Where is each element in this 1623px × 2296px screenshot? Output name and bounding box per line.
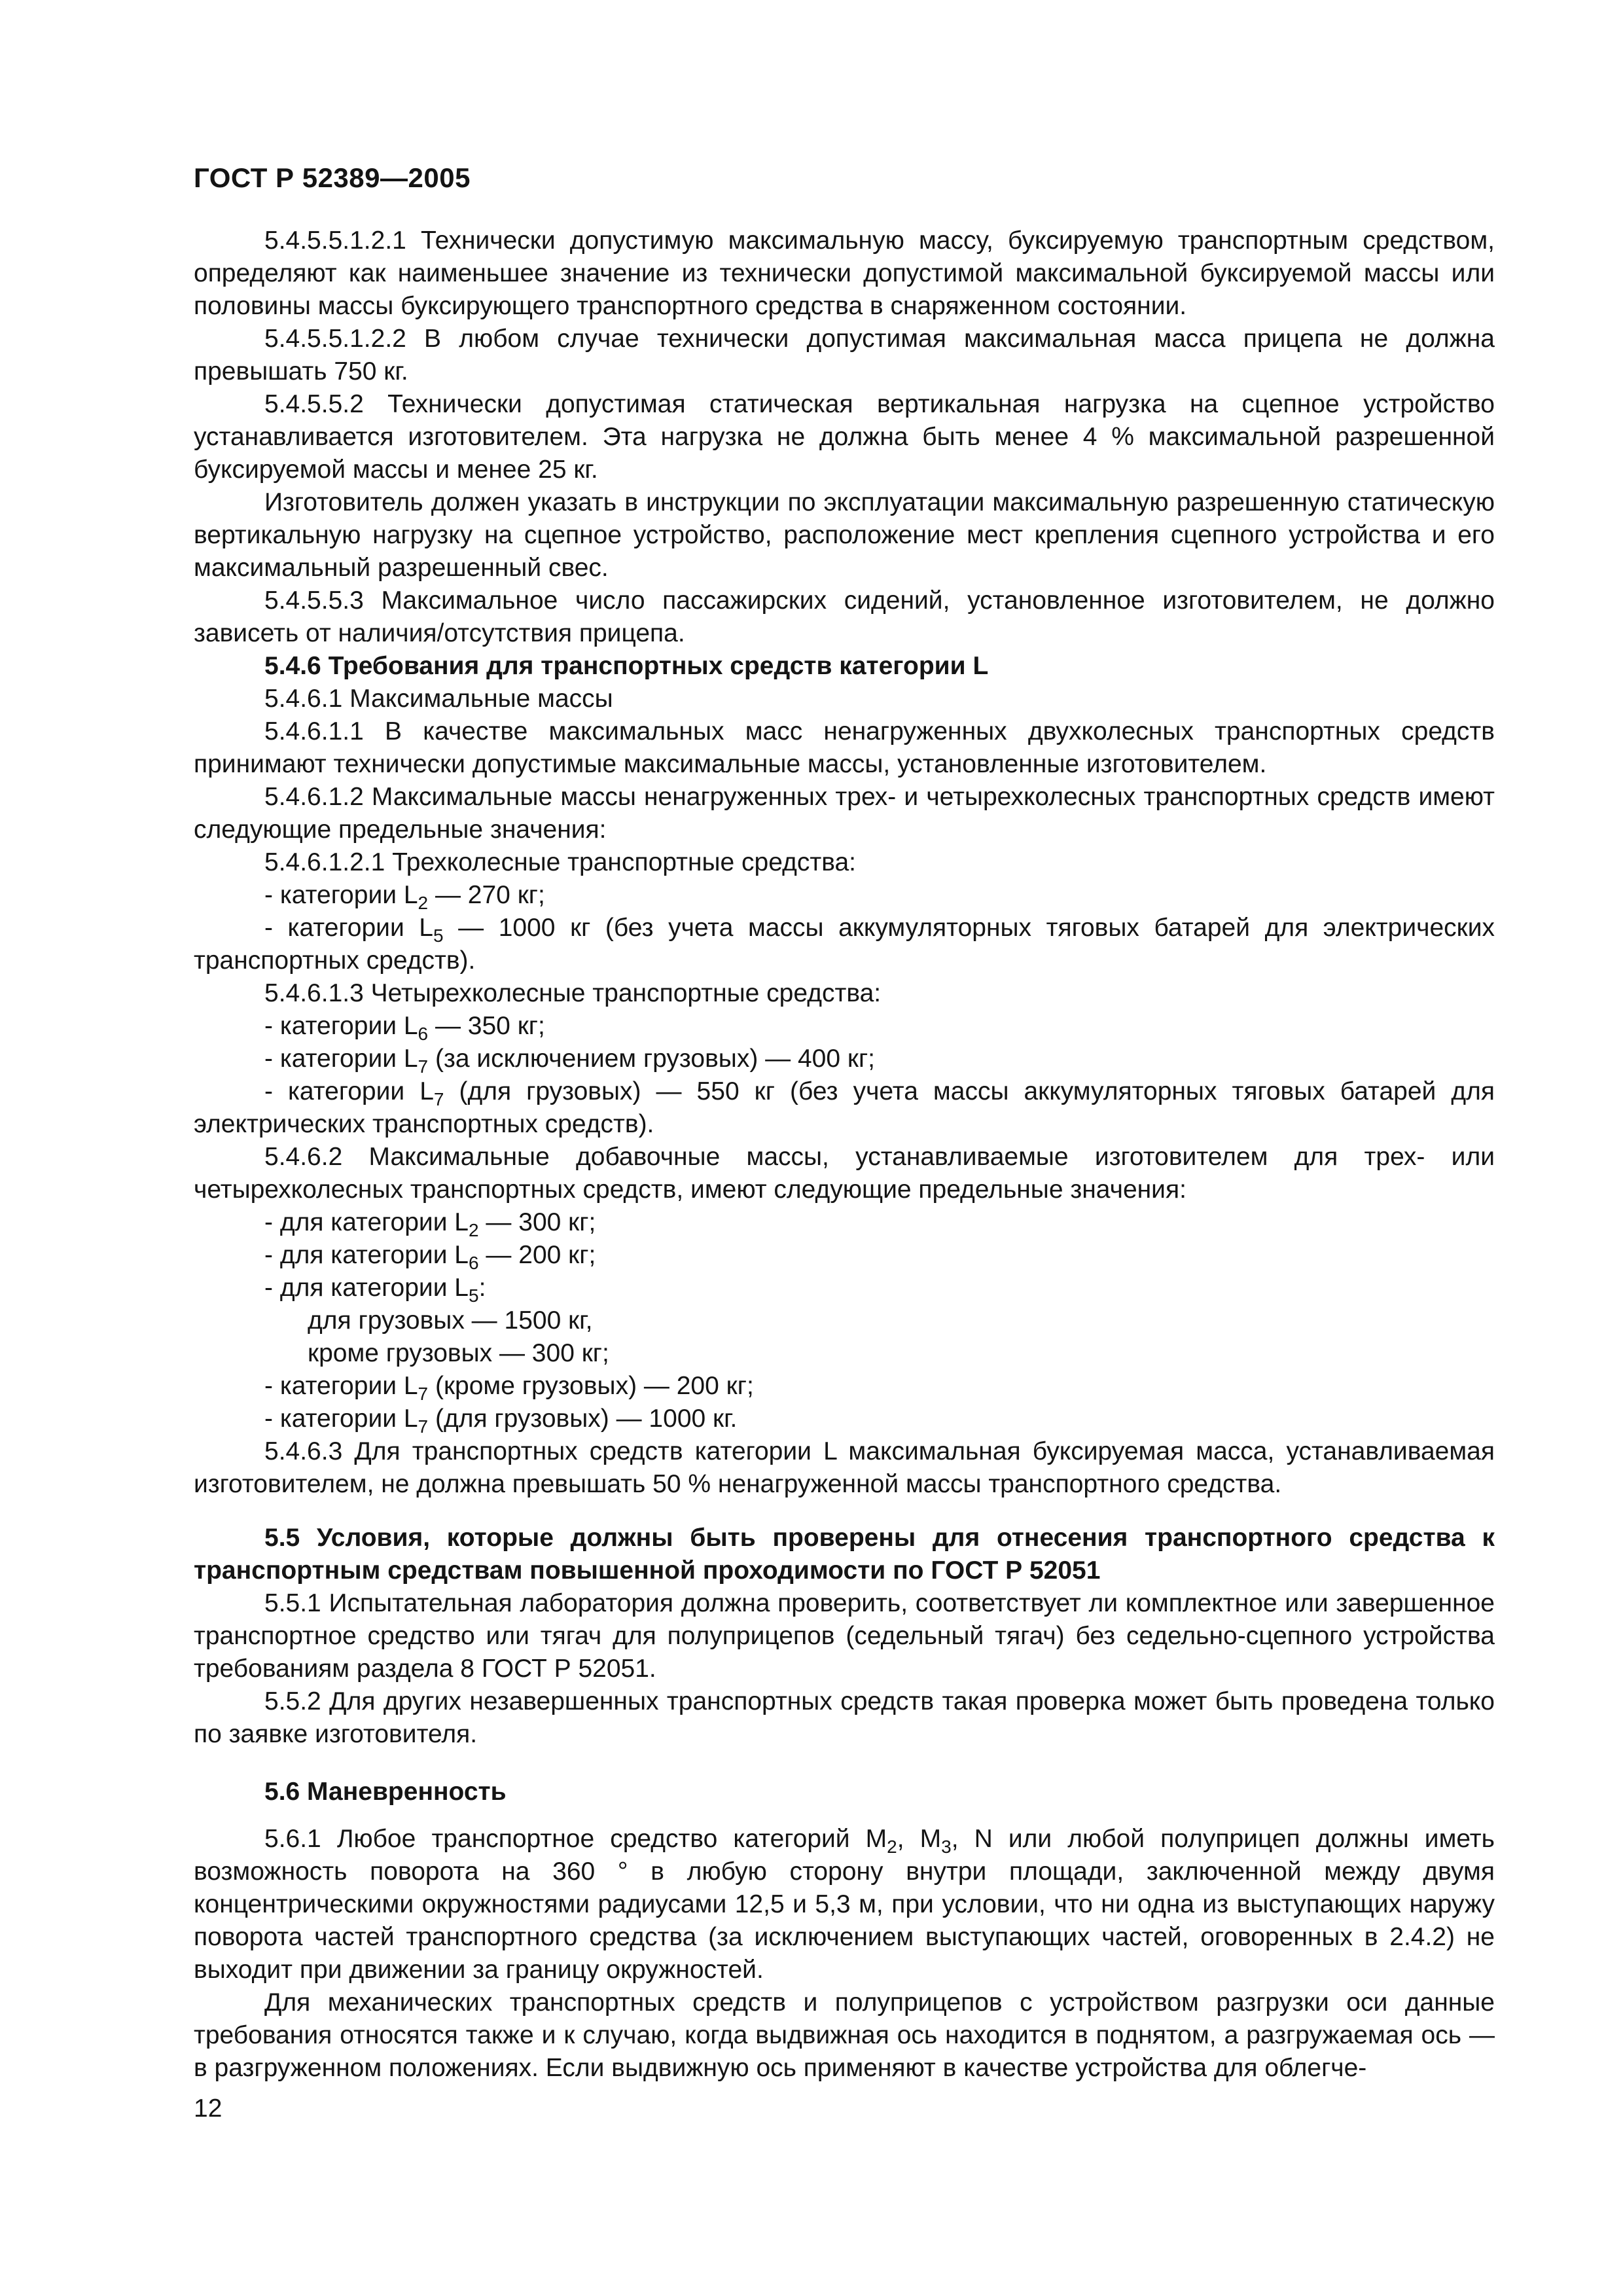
paragraph-5-4-6-1-1: 5.4.6.1.1 В качестве максимальных масс ненагруженных двухколесных транспортных средств принимают технически допустимые максимальные массы, установленные изготовителем. <box>194 717 1495 778</box>
paragraph-5-4-6-1-2: 5.4.6.1.2 Максимальные массы ненагруженных трех- и четырехколесных транспортных средств имеют следующие предельные значения: <box>194 783 1495 844</box>
paragraph-axle-unloading: Для механических транспортных средств и полуприцепов с устройством разгрузки оси данные требования относятся также и к случаю, когда выдвижная ось находится в поднятом, а разгружаемая ось — в разгруженном положениях. Если выдвижную ось применяют в качестве устройства для облегче- <box>194 1988 1495 2082</box>
sub-list-item-cargo: для грузовых — 1500 кг, <box>308 1306 593 1335</box>
list-item-l7-non-cargo: - категории $L_7$ (за исключением грузовых) — 400 кг; <box>264 1045 876 1077</box>
paragraph-5-5-1: 5.5.1 Испытательная лаборатория должна проверить, соответствует ли комплектное или завершенное транспортное средство или тягач для полуприцепов (седельный тягач) без седельно-сцепного устройства требованиям раздела 8 ГОСТ Р 52051. <box>194 1589 1495 1683</box>
paragraph-5-4-6-3: 5.4.6.3 Для транспортных средств категории L максимальная буксируемая масса, устанавливаемая изготовителем, не должна превышать 50 % ненагруженной массы транспортного средства. <box>194 1437 1495 1498</box>
document-body <box>194 224 1495 2085</box>
section-heading-5-6: 5.6 Маневренность <box>264 1778 507 1806</box>
section-heading-5-4-6: 5.4.6 Требования для транспортных средств категории L <box>264 652 989 680</box>
list-item-l5: - категории $L_5$ — 1000 кг (без учета массы аккумуляторных тяговых батарей для электрических транспортных средств). <box>194 914 1495 975</box>
list-item-add-l2: - для категории $L_2$ — 300 кг; <box>264 1208 596 1240</box>
paragraph-5-4-6-1-3: 5.4.6.1.3 Четырехколесные транспортные средства: <box>264 979 882 1007</box>
sub-list-item-non-cargo: кроме грузовых — 300 кг; <box>308 1339 609 1367</box>
list-item-add-l7-cargo: - категории $L_7$ (для грузовых) — 1000 кг. <box>264 1405 738 1437</box>
paragraph-5-6-1: 5.6.1 Любое транспортное средство категорий $M_2$, $M_3$, N или любой полуприцеп должны иметь возможность поворота на 360 ° в любую сторону внутри площади, заключенной между двумя концентрическими окружностями радиусами 12,5 и 5,3 м, при условии, что ни одна из выступающих наружу поворота частей транспортного средства (за исключением выступающих частей, оговоренных в 2.4.2) не выходит при движении за границу окружностей. <box>194 1825 1495 1984</box>
paragraph-5-4-5-5-1-2-2: 5.4.5.5.1.2.2 В любом случае технически допустимая максимальная масса прицепа не должна превышать 750 кг. <box>194 325 1495 386</box>
paragraph-5-5-2: 5.5.2 Для других незавершенных транспортных средств такая проверка может быть проведена только по заявке изготовителя. <box>194 1687 1495 1748</box>
paragraph-5-4-5-5-1-2-1: 5.4.5.5.1.2.1 Технически допустимую максимальную массу, буксируемую транспортным средством, определяют как наименьшее значение из технически допустимой максимальной буксируемой массы или половины массы буксирующего транспортного средства в снаряженном состоянии. <box>194 226 1495 320</box>
list-item-add-l6: - для категории $L_6$ — 200 кг; <box>264 1241 596 1273</box>
paragraph-5-4-5-5-3: 5.4.5.5.3 Максимальное число пассажирских сидений, установленное изготовителем, не должно зависеть от наличия/отсутствия прицепа. <box>194 586 1495 647</box>
list-item-add-l7-non-cargo: - категории $L_7$ (кроме грузовых) — 200 кг; <box>264 1372 754 1404</box>
page-number: 12 <box>194 2094 223 2123</box>
section-heading-5-5: 5.5 Условия, которые должны быть проверены для отнесения транспортного средства к транспортным средствам повышенной проходимости по ГОСТ Р 52051 <box>194 1524 1495 1585</box>
paragraph-5-4-6-1-2-1: 5.4.6.1.2.1 Трехколесные транспортные средства: <box>264 848 857 876</box>
paragraph-5-4-6-2: 5.4.6.2 Максимальные добавочные массы, устанавливаемые изготовителем для трех- или четырехколесных транспортных средств, имеют следующие предельные значения: <box>194 1143 1495 1204</box>
document-header: ГОСТ Р 52389—2005 <box>194 162 471 193</box>
paragraph-5-4-5-5-2: 5.4.5.5.2 Технически допустимая статическая вертикальная нагрузка на сцепное устройство устанавливается изготовителем. Эта нагрузка не должна быть менее 4 % максимальной разрешенной буксируемой массы и менее 25 кг. <box>194 390 1495 484</box>
paragraph-manufacturer-instructions: Изготовитель должен указать в инструкции по эксплуатации максимальную разрешенную статическую вертикальную нагрузку на сцепное устройство, расположение мест крепления сцепного устройства и его максимальный разрешенный свес. <box>194 488 1495 582</box>
list-item-l6: - категории $L_6$ — 350 кг; <box>264 1012 545 1044</box>
list-item-l2: - категории $L_2$ — 270 кг; <box>264 881 545 913</box>
list-item-l7-cargo: - категории $L_7$ (для грузовых) — 550 кг (без учета массы аккумуляторных тяговых батарей для электрических транспортных средств). <box>194 1077 1495 1138</box>
list-item-add-l5: - для категории $L_5$: <box>264 1274 486 1306</box>
paragraph-5-4-6-1: 5.4.6.1 Максимальные массы <box>264 685 613 713</box>
